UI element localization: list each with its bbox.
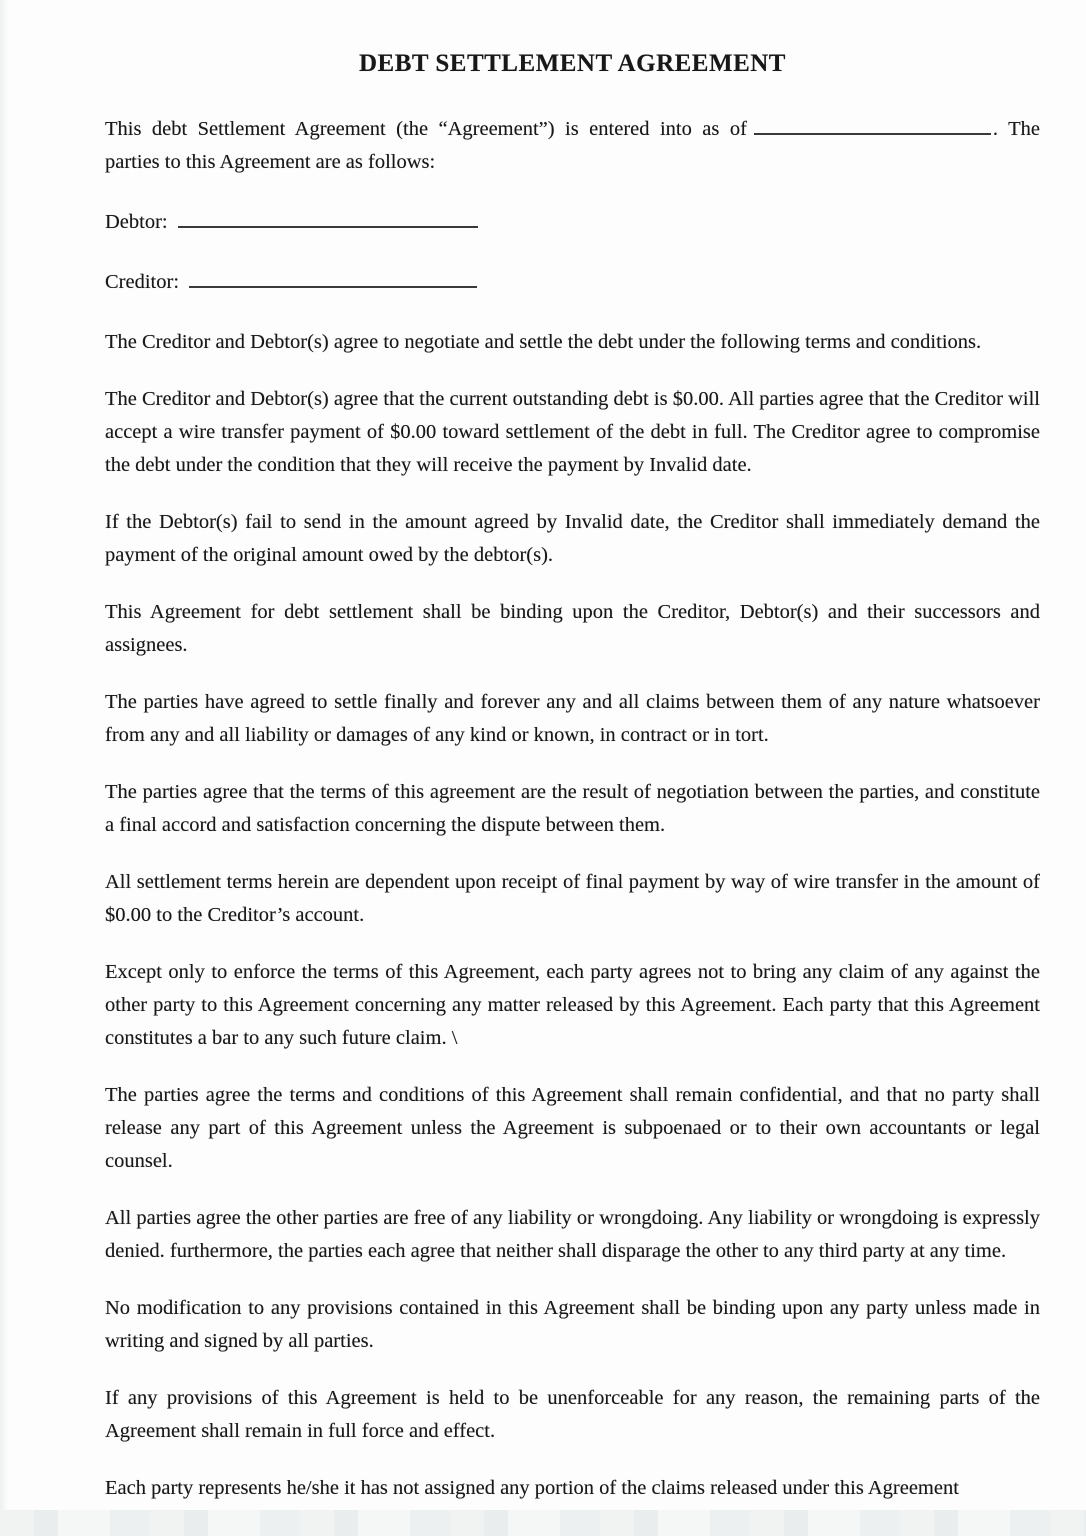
intro-text-before: This debt Settlement Agreement (the “Agreement”) is entered into as of bbox=[105, 118, 747, 140]
creditor-field-row bbox=[105, 266, 1040, 299]
paragraph-terms-intro: The Creditor and Debtor(s) agree to negotiate and settle the debt under the following terms and conditions. bbox=[105, 331, 982, 353]
intro-text-after: . The parties to this Agreement are as follows: bbox=[105, 118, 1040, 173]
paragraph-final-payment: All settlement terms herein are dependent upon receipt of final payment by way of wire transfer in the amount of $0.00 to the Creditor’s account. bbox=[105, 871, 1040, 926]
debtor-field-row bbox=[105, 206, 1040, 239]
paragraph-outstanding-debt: The Creditor and Debtor(s) agree that the current outstanding debt is $0.00. All parties agree that the Creditor will accept a wire transfer payment of $0.00 toward settlement of the debt in full. The Creditor agree to compromise the debt under the condition that they will receive the payment by Invalid date. bbox=[105, 388, 1040, 476]
paragraph-severability: If any provisions of this Agreement is held to be unenforceable for any reason, the remaining parts of the Agreement shall remain in full force and effect. bbox=[105, 1387, 1040, 1442]
document-title: DEBT SETTLEMENT AGREEMENT bbox=[359, 50, 786, 77]
creditor-blank-line bbox=[189, 267, 477, 288]
paragraph-modification: No modification to any provisions contained in this Agreement shall be binding upon any party unless made in writing and signed by all parties. bbox=[105, 1297, 1040, 1352]
paragraph-settle-claims: The parties have agreed to settle finally and forever any and all claims between them of any nature whatsoever from any and all liability or damages of any kind or known, in contract or in tort. bbox=[105, 691, 1040, 746]
paragraph-no-liability: All parties agree the other parties are free of any liability or wrongdoing. Any liability or wrongdoing is expressly denied. furthermore, the parties each agree that neither shall disparage the other to any third party at any time. bbox=[105, 1207, 1040, 1262]
scan-artifact-band bbox=[0, 1510, 1086, 1536]
paragraph-binding-successors: This Agreement for debt settlement shall be binding upon the Creditor, Debtor(s) and their successors and assignees. bbox=[105, 601, 1040, 656]
intro-paragraph bbox=[105, 113, 1040, 179]
creditor-label: Creditor: bbox=[105, 271, 180, 293]
debtor-blank-line bbox=[178, 207, 478, 228]
paragraph-confidentiality: The parties agree the terms and conditions of this Agreement shall remain confidential, and that no party shall release any part of this Agreement unless the Agreement is subpoenaed or to their own accountants or legal counsel. bbox=[105, 1084, 1040, 1172]
paragraph-negotiation-result: The parties agree that the terms of this agreement are the result of negotiation between the parties, and constitute a final accord and satisfaction concerning the dispute between them. bbox=[105, 781, 1040, 836]
agreement-date-blank-line bbox=[754, 114, 991, 135]
paragraph-no-future-claims: Except only to enforce the terms of this Agreement, each party agrees not to bring any claim of any against the other party to this Agreement concerning any matter released by this Agreement. Each party that this Agreement constitutes a bar to any such future claim. \ bbox=[105, 961, 1040, 1049]
paragraph-no-assignment: Each party represents he/she it has not assigned any portion of the claims released under this Agreement bbox=[105, 1477, 959, 1499]
party-fields bbox=[105, 206, 1040, 299]
paragraph-failure-to-pay: If the Debtor(s) fail to send in the amount agreed by Invalid date, the Creditor shall immediately demand the payment of the original amount owed by the debtor(s). bbox=[105, 511, 1040, 566]
scan-edge-artifact bbox=[0, 0, 8, 1536]
debtor-label: Debtor: bbox=[105, 211, 168, 233]
